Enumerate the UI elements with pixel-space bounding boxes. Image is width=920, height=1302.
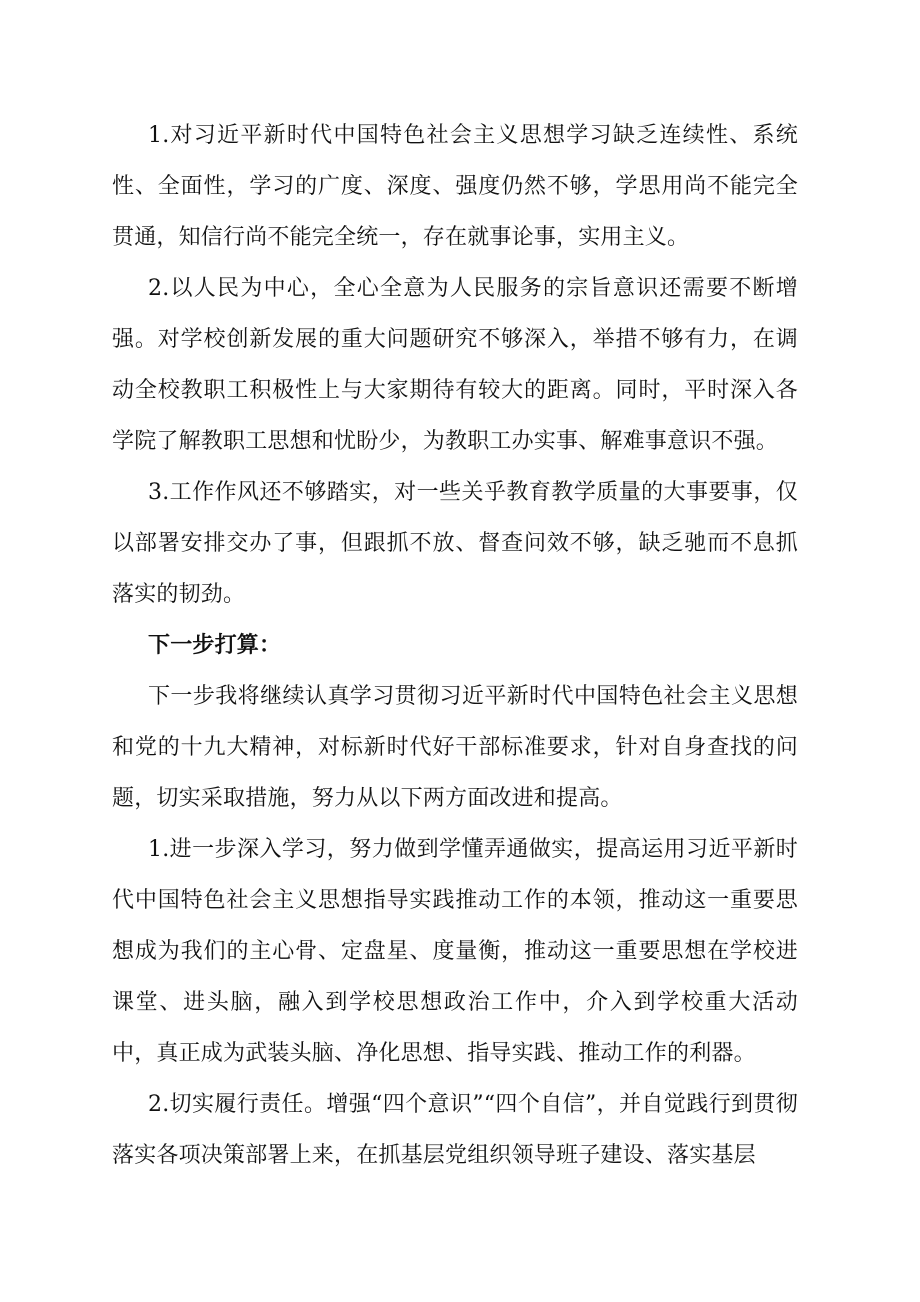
section-heading-next-steps: 下一步打算： (148, 632, 282, 658)
paragraph-issue-1: 1.对习近平新时代中国特色社会主义思想学习缺乏连续性、系统性、全面性，学习的广度、深度、强度仍然不够，学思用尚不能完全贯通，知信行尚不能完全统一，存在就事论事，实用主义。 (112, 123, 798, 250)
document-body (112, 110, 798, 1181)
paragraph-plan-2: 2.切实履行责任。增强“四个意识”“四个自信”，并自觉践行到贯彻落实各项决策部署上来，在抓基层党组织领导班子建设、落实基层 (112, 1092, 798, 1168)
paragraph-plan-1: 1.进一步深入学习，努力做到学懂弄通做实，提高运用习近平新时代中国特色社会主义思想指导实践推动工作的本领，推动这一重要思想成为我们的主心骨、定盘星、度量衡，推动这一重要思想在学校进课堂、进头脑，融入到学校思想政治工作中，介入到学校重大活动中，真正成为武装头脑、净化思想、指导实践、推动工作的利器。 (112, 837, 798, 1066)
paragraph-next-steps-intro: 下一步我将继续认真学习贯彻习近平新时代中国特色社会主义思想和党的十九大精神，对标新时代好干部标准要求，针对自身查找的问题，切实采取措施，努力从以下两方面改进和提高。 (112, 684, 798, 811)
paragraph-issue-3: 3.工作作风还不够踏实，对一些关乎教育教学质量的大事要事，仅以部署安排交办了事，但跟抓不放、督查问效不够，缺乏驰而不息抓落实的韧劲。 (112, 480, 798, 607)
paragraph-issue-2: 2.以人民为中心，全心全意为人民服务的宗旨意识还需要不断增强。对学校创新发展的重大问题研究不够深入，举措不够有力，在调动全校教职工积极性上与大家期待有较大的距离。同时，平时深入各学院了解教职工思想和忧盼少，为教职工办实事、解难事意识不强。 (112, 276, 798, 454)
